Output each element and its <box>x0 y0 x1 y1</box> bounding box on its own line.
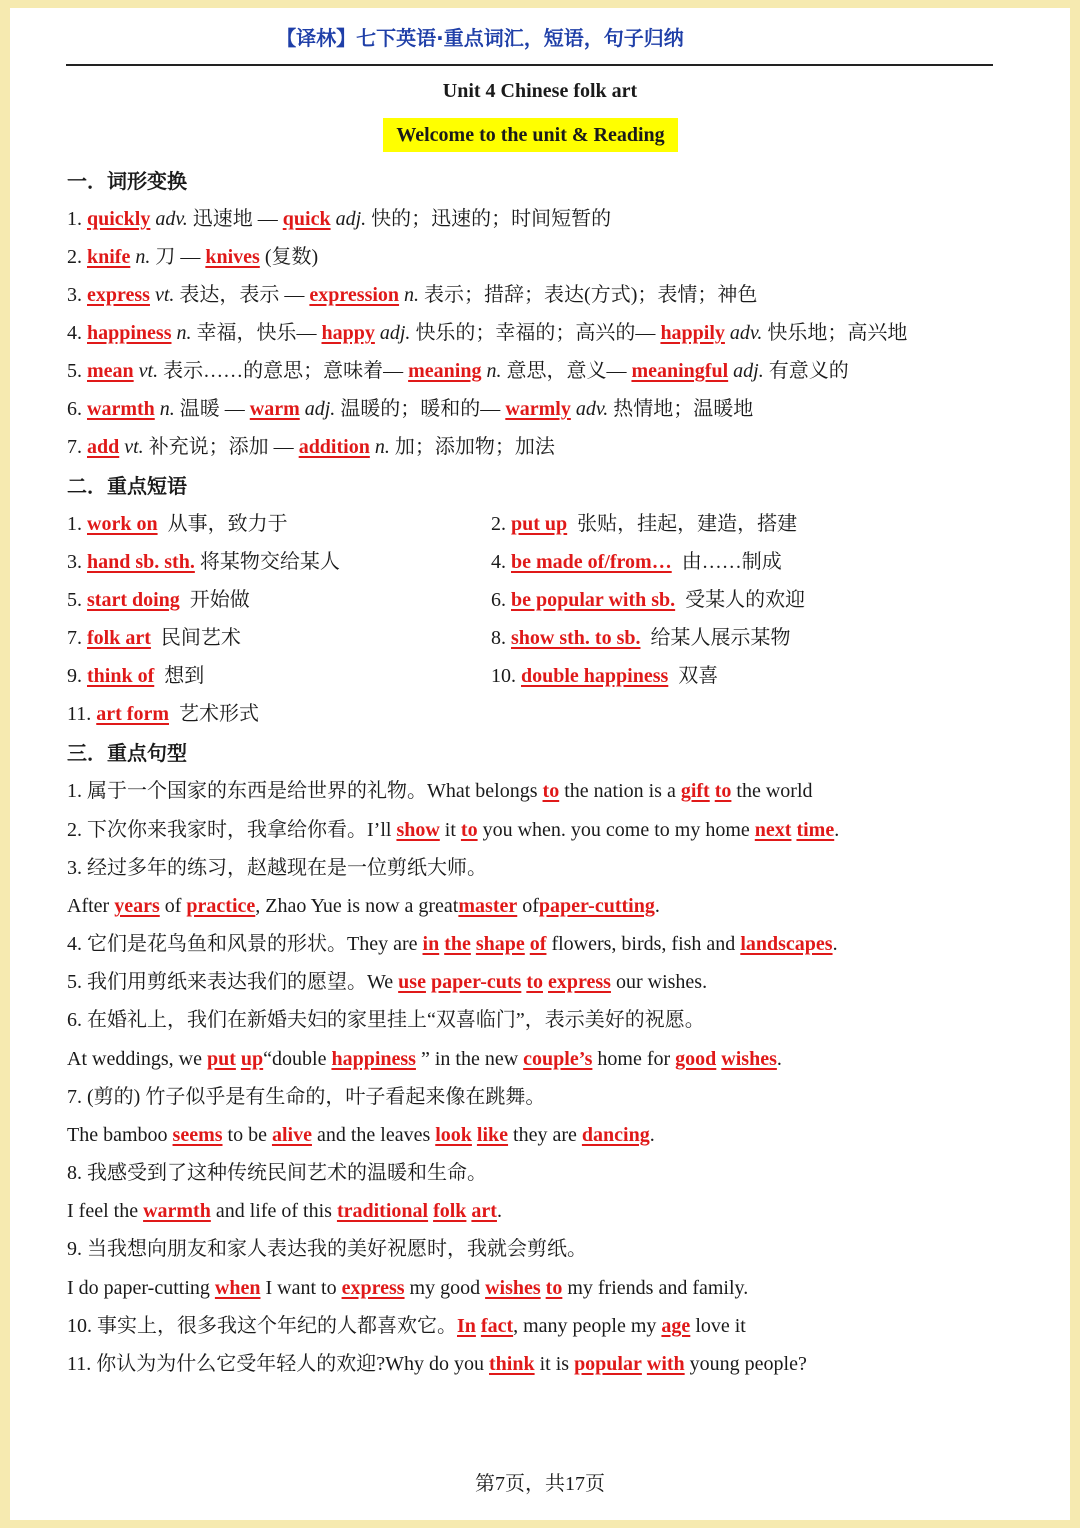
sentence-line-5: 5. 我们用剪纸来表达我们的愿望。We use paper-cuts to express our wishes. <box>67 971 708 993</box>
document-header: 【译林】七下英语·重点词汇，短语，句子归纳 <box>276 26 684 50</box>
sentence-line-7-cn: 7. (剪的) 竹子似乎是有生命的，叶子看起来像在跳舞。 <box>67 1086 546 1108</box>
sentence-line-6-en: At weddings, we put up“double happiness ” in the new couple’s home for good wishes. <box>67 1048 782 1070</box>
phrase-item: 9. think of 想到 <box>67 665 205 687</box>
sentence-line-10: 10. 事实上，很多我这个年纪的人都喜欢它。In fact, many people my age love it <box>67 1315 746 1337</box>
phrase-item: 1. work on 从事，致力于 <box>67 513 288 535</box>
sentence-line-3-cn: 3. 经过多年的练习，赵越现在是一位剪纸大师。 <box>67 857 487 879</box>
word-form-line-7: 7. add vt. 补充说；添加 — addition n. 加；添加物；加法 <box>67 436 555 458</box>
phrase-item: 5. start doing 开始做 <box>67 589 250 611</box>
phrase-item: 10. double happiness 双喜 <box>491 665 719 687</box>
section-heading-word-forms: 一．词形变换 <box>67 169 187 193</box>
sentence-line-7-en: The bamboo seems to be alive and the leaves look like they are dancing. <box>67 1124 655 1146</box>
page-number: 第7页，共17页 <box>475 1473 605 1495</box>
sentence-line-11: 11. 你认为为什么它受年轻人的欢迎?Why do you think it is popular with young people? <box>67 1353 807 1375</box>
word-form-line-6: 6. warmth n. 温暖 — warm adj. 温暖的；暖和的— warmly adv. 热情地；温暖地 <box>67 398 754 420</box>
word-form-line-1: 1. quickly adv. 迅速地 — quick adj. 快的；迅速的；时间短暂的 <box>67 208 612 230</box>
sentence-line-3-en: After years of practice, Zhao Yue is now a greatmaster ofpaper-cutting. <box>67 895 660 917</box>
word-form-line-2: 2. knife n. 刀 — knives (复数) <box>67 246 319 268</box>
word-form-line-4: 4. happiness n. 幸福，快乐— happy adj. 快乐的；幸福的；高兴的— happily adv. 快乐地；高兴地 <box>67 322 908 344</box>
sentence-line-9-en: I do paper-cutting when I want to express my good wishes to my friends and family. <box>67 1277 749 1299</box>
phrase-item: 3. hand sb. sth. 将某物交给某人 <box>67 551 340 573</box>
word-form-line-5: 5. mean vt. 表示……的意思；意味着— meaning n. 意思，意义— meaningful adj. 有意义的 <box>67 360 849 382</box>
phrase-item: 6. be popular with sb. 受某人的欢迎 <box>491 589 806 611</box>
section-heading-phrases: 二．重点短语 <box>67 474 187 498</box>
header-rule <box>66 64 993 66</box>
phrase-item: 7. folk art 民间艺术 <box>67 627 241 649</box>
sentence-line-1: 1. 属于一个国家的东西是给世界的礼物。What belongs to the nation is a gift to the world <box>67 780 813 802</box>
sentence-line-9-cn: 9. 当我想向朋友和家人表达我的美好祝愿时，我就会剪纸。 <box>67 1238 587 1260</box>
phrase-item: 8. show sth. to sb. 给某人展示某物 <box>491 627 791 649</box>
sentence-line-8-en: I feel the warmth and life of this traditional folk art. <box>67 1200 502 1222</box>
unit-title: Unit 4 Chinese folk art <box>442 80 638 102</box>
sentence-line-8-cn: 8. 我感受到了这种传统民间艺术的温暖和生命。 <box>67 1162 487 1184</box>
sentence-line-2: 2. 下次你来我家时，我拿给你看。I’ll show it to you when. you come to my home next time. <box>67 819 840 841</box>
phrase-item: 4. be made of/from… 由……制成 <box>491 551 782 573</box>
sentence-line-6-cn: 6. 在婚礼上，我们在新婚夫妇的家里挂上“双喜临门”，表示美好的祝愿。 <box>67 1009 705 1031</box>
phrase-item: 11. art form 艺术形式 <box>67 703 259 725</box>
sentence-line-4: 4. 它们是花鸟鱼和风景的形状。They are in the shape of flowers, birds, fish and landscapes. <box>67 933 838 955</box>
section-heading-sentences: 三．重点句型 <box>67 741 187 765</box>
section-title-highlight: Welcome to the unit & Reading <box>383 118 678 152</box>
phrase-item: 2. put up 张贴，挂起，建造，搭建 <box>491 513 798 535</box>
word-form-line-3: 3. express vt. 表达，表示 — expression n. 表示；措辞；表达(方式)；表情；神色 <box>67 284 758 306</box>
